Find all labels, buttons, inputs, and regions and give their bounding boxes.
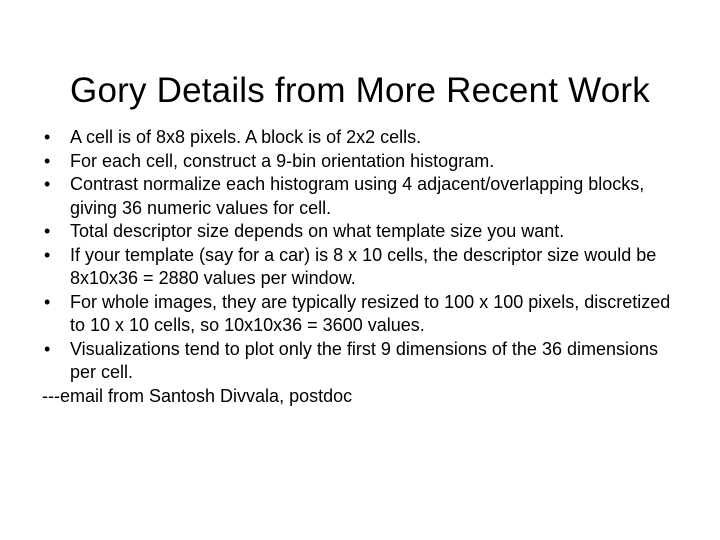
bullet-dot-icon: • [44, 174, 51, 194]
bullet-text: If your template (say for a car) is 8 x 10 cells, the descriptor size would be 8x10x36 = 2880 values per window. [70, 244, 657, 288]
bullet-text: For each cell, construct a 9-bin orientation histogram. [70, 150, 495, 171]
bullet-dot-icon: • [44, 127, 51, 147]
bullet-dot-icon: • [44, 338, 51, 359]
bullet-text: For whole images, they are typically resized to 100 x 100 pixels, discretized to 10 x 10 cells, so 10x10x36 = 3600 values. [70, 291, 671, 335]
bullet-dot-icon: • [44, 244, 51, 265]
bullet-text: A cell is of 8x8 pixels. A block is of 2x2 cells. [70, 127, 422, 147]
bullet-text: Visualizations tend to plot only the first 9 dimensions of the 36 dimensions per cell. [70, 338, 659, 382]
bullet-item [44, 244, 684, 291]
bullet-list [44, 126, 684, 385]
bullet-item [44, 150, 684, 174]
slide-title: Gory Details from More Recent Work [70, 71, 650, 111]
bullet-item [44, 220, 684, 244]
bullet-text: Contrast normalize each histogram using 4 adjacent/overlapping blocks, giving 36 numeric values for cell. [70, 174, 645, 218]
bullet-dot-icon: • [44, 150, 51, 171]
email-attribution: ---email from Santosh Divvala, postdoc [42, 385, 353, 406]
bullet-dot-icon: • [44, 291, 51, 312]
slide-body [44, 126, 684, 408]
bullet-item [44, 338, 684, 385]
bullet-item [44, 173, 684, 220]
bullet-item [44, 126, 684, 150]
bullet-text: Total descriptor size depends on what template size you want. [70, 221, 565, 241]
bullet-dot-icon: • [44, 221, 51, 241]
bullet-item [44, 291, 684, 338]
